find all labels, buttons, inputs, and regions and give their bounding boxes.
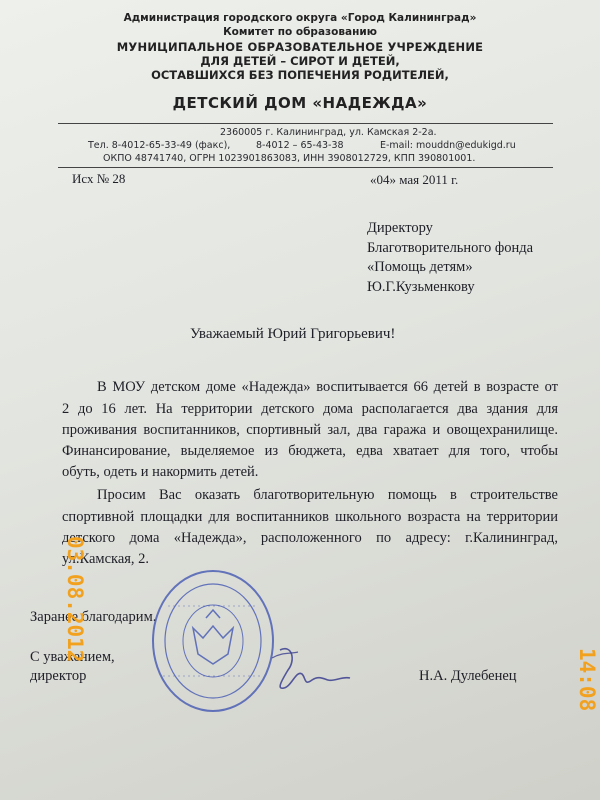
letterhead-institution: МУНИЦИПАЛЬНОЕ ОБРАЗОВАТЕЛЬНОЕ УЧРЕЖДЕНИЕ [116, 40, 484, 54]
contacts-divider [58, 167, 553, 168]
body-line-3: проживания воспитанников, спортивный зал, два гаража и овощехранилище. [62, 422, 558, 438]
director-signature [262, 640, 354, 700]
body-line-6: Просим Вас оказать благотворительную помощь в строительстве [97, 487, 558, 503]
photo-time-stamp [572, 640, 600, 780]
body-line-4: Финансирование, выделяемое из бюджета, едва хватает для того, чтобы [62, 443, 558, 459]
contact-phone-2: 8-4012 – 65-43-38 [256, 140, 344, 151]
body-line-5: обуть, одеть и накормить детей. [62, 464, 259, 480]
contact-registry: ОКПО 48741740, ОГРН 1023901863083, ИНН 3908012729, КПП 390801001. [103, 153, 476, 164]
addressee-name: Ю.Г.Кузьменкову [367, 279, 475, 295]
body-line-8: детского дома «Надежда», расположенного по адресу: г.Калининград, [62, 530, 558, 546]
photo-date-stamp [46, 536, 166, 766]
letterhead-for-children: ДЛЯ ДЕТЕЙ – СИРОТ И ДЕТЕЙ, [200, 54, 400, 68]
addressee-fund-name: «Помощь детям» [367, 259, 473, 275]
outgoing-number: Исх № 28 [72, 171, 126, 186]
contact-phone: Тел. 8-4012-65-33-49 (факс), [88, 140, 231, 151]
body-line-1: В МОУ детском доме «Надежда» воспитывается 66 детей в возрасте от [97, 379, 558, 395]
body-line-2: 2 до 16 лет. На территории детского дома располагается два здания для [62, 401, 558, 417]
photo-time-text: 14:08 [575, 648, 599, 712]
letterhead-administration: Администрация городского округа «Город Калининград» [123, 12, 477, 24]
letterhead-committee: Комитет по образованию [223, 26, 377, 38]
closing-position: директор [30, 668, 87, 684]
photo-date-text: 03.08.2012 [63, 536, 87, 663]
letterhead-without-parents: ОСТАВШИХСЯ БЕЗ ПОПЕЧЕНИЯ РОДИТЕЛЕЙ, [151, 68, 449, 82]
contact-address: 2360005 г. Калининград, ул. Камская 2-2а. [220, 127, 437, 138]
letterhead-title: ДЕТСКИЙ ДОМ «НАДЕЖДА» [172, 94, 428, 112]
contact-email: E-mail: mouddn@edukigd.ru [380, 140, 516, 151]
body-line-9: ул.Камская, 2. [62, 551, 150, 567]
header-divider [58, 123, 553, 124]
official-stamp-seal [148, 566, 278, 716]
closing-regards: С уважением, [30, 649, 115, 665]
closing-thanks: Заранее благодарим. [30, 609, 157, 625]
body-line-7: спортивной площадки для воспитанников школьного возраста на территории [62, 509, 558, 525]
signer-name: Н.А. Дулебенец [419, 668, 517, 684]
letter-date: «04» мая 2011 г. [370, 172, 459, 187]
addressee-organization: Благотворительного фонда [367, 240, 534, 256]
greeting: Уважаемый Юрий Григорьевич! [190, 326, 396, 342]
addressee-position: Директору [367, 220, 433, 236]
